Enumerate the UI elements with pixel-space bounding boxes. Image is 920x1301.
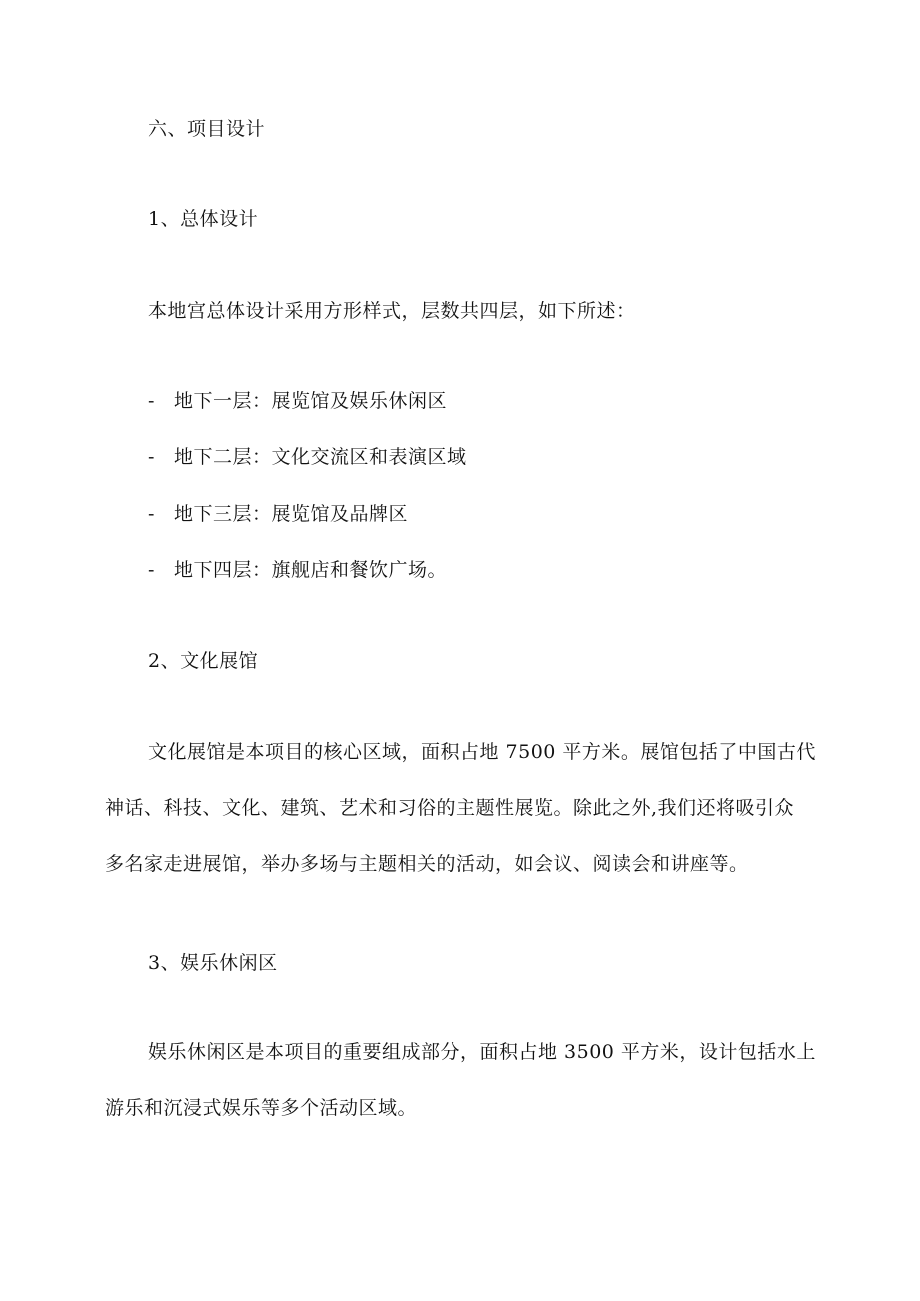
bullet-dash: - — [148, 559, 155, 581]
leisure-paragraph-line: 游乐和沉浸式娱乐等多个活动区域。 — [105, 1097, 418, 1119]
section-heading-project-design: 六、项目设计 — [148, 118, 266, 140]
floor-list-item — [148, 445, 467, 469]
subsection-heading-overall-design: 1、总体设计 — [148, 208, 259, 230]
culture-paragraph-line: 神话、科技、文化、建筑、艺术和习俗的主题性展览。除此之外,我们还将吸引众 — [105, 797, 795, 819]
culture-paragraph-line: 多名家走进展馆，举办多场与主题相关的活动，如会议、阅读会和讲座等。 — [105, 853, 749, 875]
subsection-heading-leisure-area: 3、娱乐休闲区 — [148, 952, 278, 974]
leisure-paragraph-line: 娱乐休闲区是本项目的重要组成部分，面积占地 3500 平方米，设计包括水上 — [148, 1041, 816, 1063]
overall-intro-paragraph: 本地宫总体设计采用方形样式，层数共四层，如下所述： — [148, 300, 636, 322]
floor-item-text: 地下二层：文化交流区和表演区域 — [174, 446, 467, 468]
bullet-dash: - — [148, 390, 155, 412]
bullet-dash: - — [148, 503, 155, 525]
floor-item-text: 地下四层：旗舰店和餐饮广场。 — [174, 559, 448, 581]
subsection-heading-culture-hall: 2、文化展馆 — [148, 650, 259, 672]
floor-item-text: 地下三层：展览馆及品牌区 — [174, 503, 409, 525]
culture-paragraph-line: 文化展馆是本项目的核心区域，面积占地 7500 平方米。展馆包括了中国古代 — [148, 741, 816, 763]
floor-list-item — [148, 502, 408, 526]
floor-list-item — [148, 389, 447, 413]
floor-list-item — [148, 558, 447, 582]
bullet-dash: - — [148, 446, 155, 468]
floor-item-text: 地下一层：展览馆及娱乐休闲区 — [174, 390, 448, 412]
